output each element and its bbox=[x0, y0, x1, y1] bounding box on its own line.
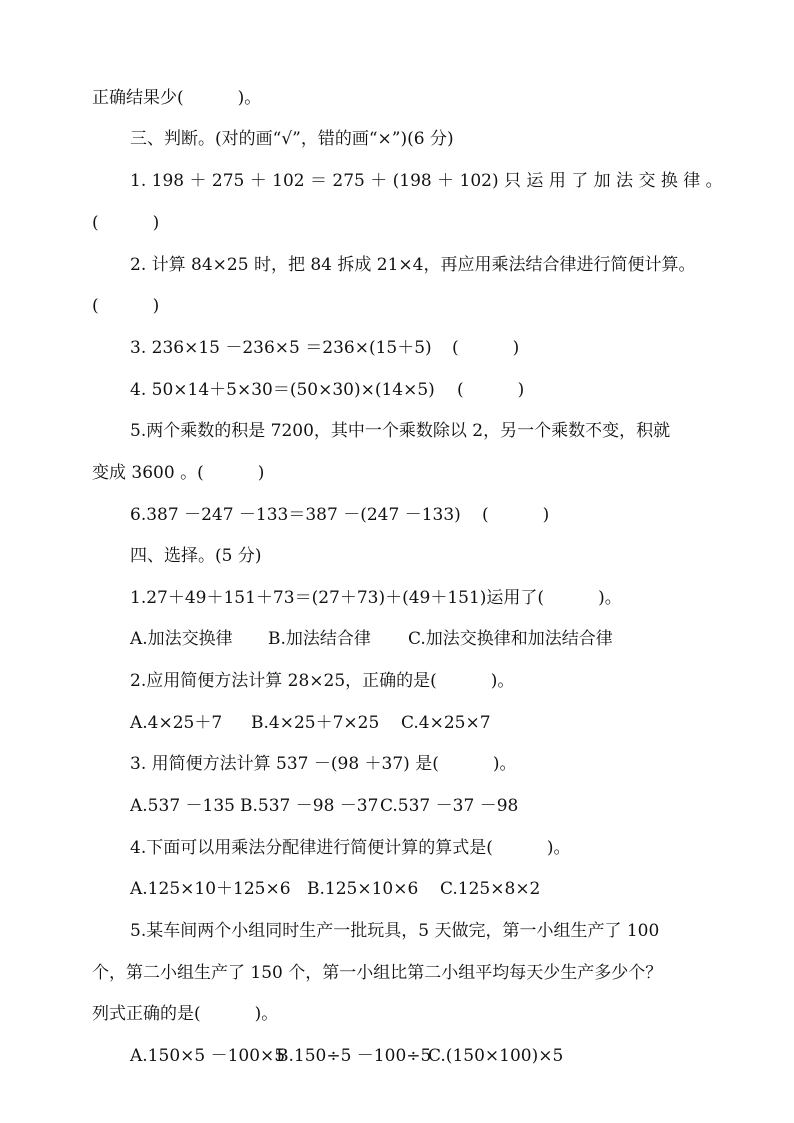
tf-item-1: 1. 198 ＋ 275 ＋ 102 ＝ 275 ＋ (198 ＋ 102) 只 运 用 了 加 法 交 换 律 。 bbox=[130, 171, 723, 191]
tf-item-5: 5.两个乘数的积是 7200，其中一个乘数除以 2，另一个乘数不变，积就 bbox=[130, 421, 671, 441]
mc-question-5-continuation-2: 列式正确的是( )。 bbox=[92, 1004, 279, 1024]
mc-question-4: 4.下面可以用乘法分配律进行简便计算的算式是( )。 bbox=[130, 838, 571, 858]
question-continuation: 正确结果少( )。 bbox=[92, 88, 262, 108]
mc-3-option-c[interactable]: C.537 －37 －98 bbox=[380, 796, 519, 816]
section-3-title: 三、判断。(对的画“√”，错的画“×”)(6 分) bbox=[130, 129, 454, 149]
tf-item-6-answer[interactable]: ( ) bbox=[482, 505, 550, 525]
mc-question-5: 5.某车间两个小组同时生产一批玩具，5 天做完，第一小组生产了 100 bbox=[130, 921, 660, 941]
mc-4-option-c[interactable]: C.125×8×2 bbox=[440, 879, 541, 899]
mc-3-option-b[interactable]: B.537 －98 －37 bbox=[240, 796, 379, 816]
mc-4-option-a[interactable]: A.125×10＋125×6 bbox=[130, 879, 291, 899]
mc-question-3: 3. 用简便方法计算 537 －(98 ＋37) 是( )。 bbox=[130, 754, 517, 774]
tf-item-1-answer[interactable]: ( ) bbox=[92, 213, 160, 233]
tf-item-4: 4. 50×14＋5×30＝(50×30)×(14×5) bbox=[130, 380, 435, 400]
tf-item-6: 6.387 －247 －133＝387 －(247 －133) bbox=[130, 505, 461, 525]
tf-item-4-answer[interactable]: ( ) bbox=[457, 380, 525, 400]
tf-item-3-answer[interactable]: ( ) bbox=[452, 338, 520, 358]
mc-5-option-b[interactable]: B.150÷5 －100÷5 bbox=[276, 1046, 432, 1066]
mc-1-option-a[interactable]: A.加法交换律 bbox=[130, 629, 233, 649]
mc-question-1: 1.27＋49＋151＋73＝(27＋73)＋(49＋151)运用了( )。 bbox=[130, 588, 622, 608]
mc-question-2: 2.应用简便方法计算 28×25，正确的是( )。 bbox=[130, 671, 515, 691]
mc-2-option-a[interactable]: A.4×25＋7 bbox=[130, 713, 223, 733]
mc-5-option-a[interactable]: A.150×5 －100×5 bbox=[130, 1046, 286, 1066]
tf-item-5-continuation: 变成 3600 。( ) bbox=[92, 463, 265, 483]
mc-2-option-b[interactable]: B.4×25＋7×25 bbox=[251, 713, 380, 733]
tf-item-3: 3. 236×15 －236×5 ＝236×(15＋5) bbox=[130, 338, 432, 358]
mc-1-option-c[interactable]: C.加法交换律和加法结合律 bbox=[408, 629, 613, 649]
mc-4-option-b[interactable]: B.125×10×6 bbox=[307, 879, 419, 899]
tf-item-2: 2. 计算 84×25 时，把 84 拆成 21×4，再应用乘法结合律进行简便计算。 bbox=[130, 255, 696, 275]
mc-2-option-c[interactable]: C.4×25×7 bbox=[401, 713, 491, 733]
section-4-title: 四、选择。(5 分) bbox=[130, 546, 262, 566]
mc-question-5-continuation-1: 个，第二小组生产了 150 个，第一小组比第二小组平均每天少生产多少个？ bbox=[92, 963, 663, 983]
tf-item-2-answer[interactable]: ( ) bbox=[92, 296, 160, 316]
mc-1-option-b[interactable]: B.加法结合律 bbox=[268, 629, 371, 649]
mc-5-option-c[interactable]: C.(150×100)×5 bbox=[428, 1046, 564, 1066]
mc-3-option-a[interactable]: A.537 －135 bbox=[130, 796, 235, 816]
